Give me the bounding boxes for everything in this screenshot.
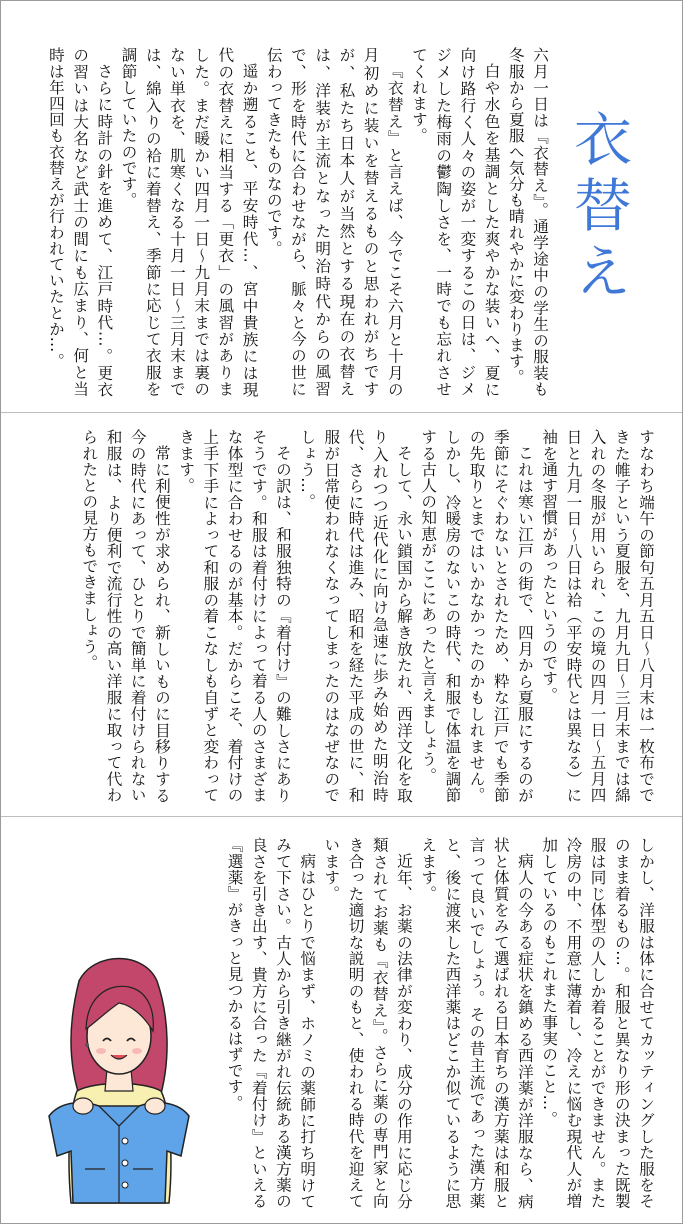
paragraph: 病人の今ある症状を鎮める西洋薬が洋服なら、病状と体質をみて選ばれる日本育ちの漢方薬は和服と言って良いでしょう。その昔主流であった漢方薬と、後に渡来した西洋薬はどこか似ているように思えます。 bbox=[419, 837, 534, 1209]
section-divider bbox=[1, 412, 682, 413]
paragraph: 白や水色を基調とした爽やかな装いへ、夏に向け路行く人々の姿が一変するこの日は、ジメジメした梅雨の鬱陶しさを、一時でも忘れさせてくれます。 bbox=[409, 47, 501, 397]
paragraph: 『衣替え』と言えば、今でこそ六月と十月の月初めに装いを替えるものと思われがちですが、私たち日本人が当然とする現在の衣替えは、洋装が主流となった明治時代からの風習で、形を時代に合わせながら、脈々と今の世に伝わってきたものなのです。 bbox=[264, 47, 404, 397]
paragraph: これは寒い江戸の街で、四月から夏服にするのが季節にそぐわないとされたため、粋な江戸でも季節の先取りとまではいかなかったのかもしれません。しかし、冷暖房のないこの時代、和服で体温を調節する古人の知恵がここにあったと言えましょう。 bbox=[419, 429, 534, 803]
paragraph: その訳は、和服独特の『着付け』の難しさにありそうです。和服は着付けによって着る人のさまざまな体型に合わせるのが基本。だからこそ、着付けの上手下手によって和服の着こなしも自ずと変わってきます。 bbox=[177, 429, 292, 803]
section-2-text bbox=[22, 429, 658, 803]
paragraph: 遥か遡ること、平安時代…、宮中貴族には現代の衣替えに相当する「更衣」の風習がありました。まだ暖かい四月一日〜九月末までは裏のない単衣を、肌寒くなる十月一日〜三月末までは、綿入りの袷に着替え、季節に応じて衣服を調節していたのです。 bbox=[119, 47, 259, 397]
paragraph: 病はひとりで悩まず、ホノミの薬師に打ち明けてみて下さい。古人から引き継がれ伝統ある漢方薬の良さを引き出す、貴方に合った『着付け』といえる『選薬』がきっと見つかるはずです。 bbox=[225, 837, 317, 1209]
paragraph: さらに時計の針を進めて、江戸時代…。更衣の習いは大名など武士の間にも広まり、何と当時は年四回も衣替えが行われていたとか…。 bbox=[46, 47, 114, 397]
paragraph: 近年、お薬の法律が変わり、成分の作用に応じ分類されてお薬も『衣替え』。さらに薬の専門家と向き合った適切な説明のもと、使われる時代を迎えています。 bbox=[322, 837, 413, 1209]
woman-holding-coat-illustration bbox=[39, 941, 199, 1206]
section-1-text bbox=[46, 47, 552, 397]
section-divider bbox=[1, 816, 682, 817]
page-title: 衣替え bbox=[564, 109, 632, 307]
paragraph: すなわち端午の節句五月五日〜八月末は一枚布でできた帷子という夏服を、九月九日〜三月末までは綿入れの冬服が用いられ、この境の四月一日〜五月四日と九月一日〜八日は袷（平安時代とは異なる）に袖を通す習慣があったというのです。 bbox=[540, 429, 655, 803]
paragraph: そして、永い鎖国から解き放たれ、西洋文化を取り入れつつ近代化に向け急速に歩み始めた明治時代、さらに時代は進み、昭和を経た平成の世に、和服が日常使われなくなってしまったのはなぜなのでしょう…。 bbox=[298, 429, 413, 803]
paragraph: しかし、洋服は体に合せてカッティングした服をそのまま着るもの…。和服と異なり形の決まった既製服は同じ体型の人しか着ることができません。また冷房の中、不用意に薄着し、冷えに悩む現代人が増加しているのもこれまた事実のこと…。 bbox=[540, 837, 655, 1209]
section-3-text bbox=[208, 837, 658, 1209]
paragraph: 六月一日は『衣替え』。通学途中の学生の服装も冬服から夏服へ気分も晴れやかに変わります。 bbox=[506, 47, 549, 397]
paragraph: 常に利便性が求められ、新しいものに目移りする今の時代にあって、ひとりで簡単に着付けられない和服は、より便利で流行性の高い洋服に取って代わられたとの見方もできましょう。 bbox=[80, 429, 171, 803]
